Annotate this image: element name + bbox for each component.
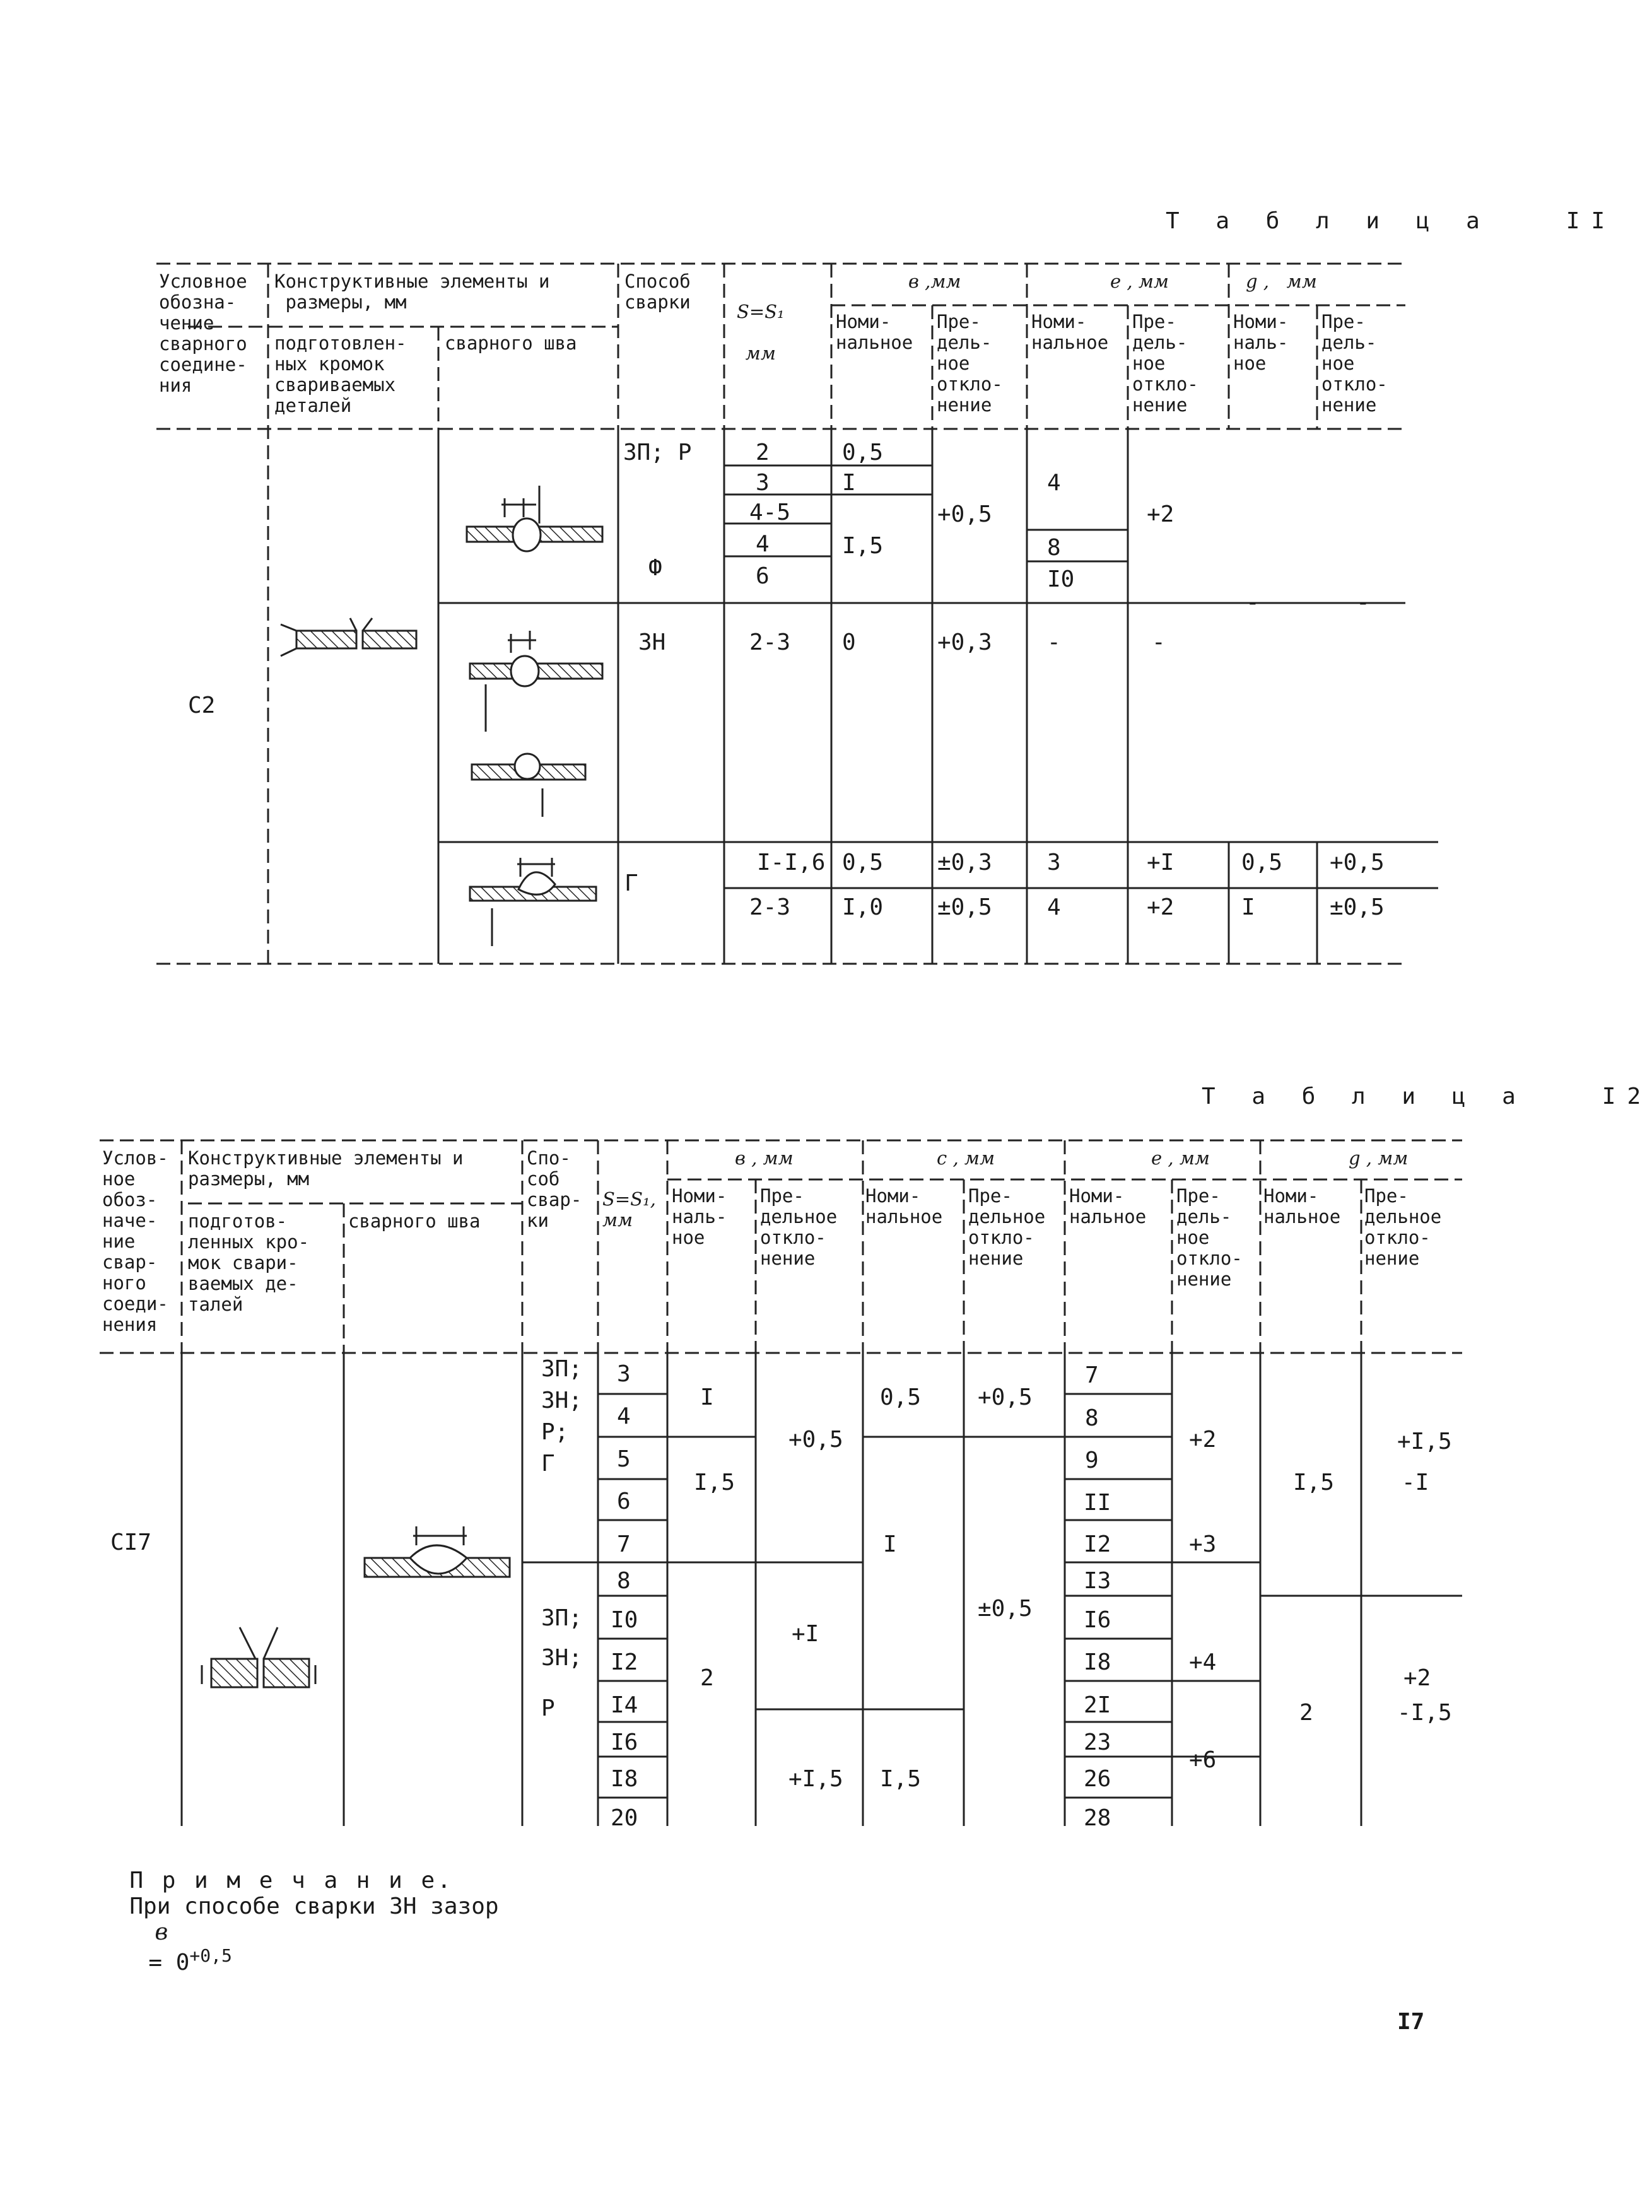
g-nominal-cell: 2 bbox=[1299, 1700, 1313, 1726]
e-deviation-cell: - bbox=[1152, 629, 1166, 655]
thickness-cell: I6 bbox=[611, 1729, 638, 1755]
header-c-deviation: Пре- дельное откло- нение bbox=[968, 1185, 1046, 1269]
thickness-cell: 20 bbox=[611, 1805, 638, 1831]
b-deviation-cell: +I,5 bbox=[788, 1766, 843, 1792]
b-nominal-cell: I,5 bbox=[842, 533, 884, 559]
header-seam: сварного шва bbox=[445, 332, 577, 354]
thickness-cell: 7 bbox=[617, 1531, 631, 1557]
header-designation: Условное обозна- чение сварного соедине- ния bbox=[159, 271, 247, 396]
thickness-cell: I4 bbox=[611, 1692, 638, 1718]
method-cell: ЗП; bbox=[541, 1605, 583, 1631]
header-method: Спо- соб свар- ки bbox=[527, 1147, 582, 1231]
b-nominal-cell: I bbox=[700, 1384, 714, 1410]
c-nominal-cell: 0,5 bbox=[880, 1384, 922, 1410]
joint-sketch-ci7 bbox=[202, 1627, 315, 1687]
g-nominal-cell: - bbox=[1246, 590, 1260, 616]
method-cell: Г bbox=[541, 1451, 555, 1477]
seam-sketch-5 bbox=[365, 1526, 510, 1577]
header-b-deviation: Пре- дель- ное откло- нение bbox=[937, 311, 1003, 416]
header-elements: Конструктивные элементы и размеры, мм bbox=[188, 1147, 464, 1190]
b-deviation-cell: +0,5 bbox=[937, 501, 992, 527]
e-nominal-cell: 8 bbox=[1085, 1405, 1099, 1431]
b-deviation-cell: +0,3 bbox=[937, 629, 992, 655]
footnote-symbol: в bbox=[155, 1919, 168, 1945]
header-edges: подготов- ленных кро- мок свари- ваемых де- талей bbox=[188, 1210, 310, 1315]
b-deviation-cell: +0,5 bbox=[788, 1427, 843, 1453]
header-g-nominal: Номи- наль- ное bbox=[1233, 311, 1289, 374]
g-nominal-cell: I,5 bbox=[1293, 1470, 1335, 1495]
thickness-cell: I2 bbox=[611, 1649, 638, 1675]
method-cell: ЗП; bbox=[541, 1356, 583, 1382]
header-b-nominal: Номи- наль- ное bbox=[672, 1185, 727, 1248]
header-designation: Услов- ное обоз- наче- ние свар- ного соеди- нения bbox=[102, 1147, 168, 1335]
b-deviation-cell: ±0,5 bbox=[937, 894, 992, 920]
header-edges: подготовлен- ных кромок свариваемых деталей bbox=[274, 332, 407, 416]
e-nominal-cell: 4 bbox=[1047, 894, 1061, 920]
thickness-cell: I8 bbox=[611, 1766, 638, 1792]
e-deviation-cell: +2 bbox=[1189, 1427, 1217, 1453]
e-nominal-cell: I6 bbox=[1084, 1607, 1111, 1633]
thickness-cell: I-I,6 bbox=[757, 850, 826, 875]
b-nominal-cell: 2 bbox=[700, 1665, 714, 1691]
method-cell: ЗН bbox=[638, 629, 666, 655]
g-deviation-cell: +2 bbox=[1403, 1665, 1431, 1691]
header-e: е , мм bbox=[1110, 271, 1169, 292]
c-nominal-cell: I bbox=[883, 1531, 897, 1557]
joint-designation: CI7 bbox=[110, 1530, 152, 1555]
joint-sketch-c2 bbox=[281, 618, 416, 656]
footnote-text: При способе сварки ЗН зазор bbox=[129, 1893, 499, 1919]
header-g: g , мм bbox=[1349, 1147, 1409, 1169]
e-nominal-cell: 28 bbox=[1084, 1805, 1111, 1831]
header-thickness: S=S₁, мм bbox=[602, 1188, 656, 1231]
g-nominal-cell: 0,5 bbox=[1241, 850, 1283, 875]
thickness-cell: 6 bbox=[756, 563, 770, 589]
footnote bbox=[102, 1842, 499, 1975]
thickness-cell: 4-5 bbox=[749, 500, 791, 525]
g-deviation-cell: -I,5 bbox=[1397, 1700, 1452, 1726]
thickness-cell: 2-3 bbox=[749, 894, 791, 920]
table-12-title: Т а б л и ц а I2 bbox=[1202, 1084, 1652, 1109]
b-deviation-cell: ±0,3 bbox=[937, 850, 992, 875]
thickness-cell: 5 bbox=[617, 1446, 631, 1472]
b-deviation-cell: +I bbox=[792, 1621, 819, 1647]
thickness-cell: 4 bbox=[617, 1403, 631, 1429]
c-deviation-cell: +0,5 bbox=[978, 1384, 1033, 1410]
header-seam: сварного шва bbox=[348, 1210, 481, 1232]
header-e: е , мм bbox=[1151, 1147, 1210, 1169]
thickness-cell: 6 bbox=[617, 1489, 631, 1514]
e-deviation-cell: +3 bbox=[1189, 1531, 1217, 1557]
e-nominal-cell: 8 bbox=[1047, 535, 1061, 561]
e-nominal-cell: 23 bbox=[1084, 1729, 1111, 1755]
c-nominal-cell: I,5 bbox=[880, 1766, 922, 1792]
joint-designation: C2 bbox=[188, 693, 216, 718]
page-number: I7 bbox=[1397, 2009, 1425, 2035]
header-c: c , мм bbox=[937, 1147, 995, 1169]
c-deviation-cell: ±0,5 bbox=[978, 1596, 1033, 1622]
method-cell: ЗП; Р bbox=[623, 440, 692, 465]
g-deviation-cell: +0,5 bbox=[1330, 850, 1385, 875]
e-nominal-cell: 26 bbox=[1084, 1766, 1111, 1792]
thickness-cell: 2-3 bbox=[749, 629, 791, 655]
header-c-nominal: Номи- нальное bbox=[865, 1185, 943, 1227]
seam-sketch-4 bbox=[470, 858, 596, 946]
header-b-nominal: Номи- нальное bbox=[836, 311, 913, 353]
b-nominal-cell: 0,5 bbox=[842, 850, 884, 875]
e-nominal-cell: I2 bbox=[1084, 1531, 1111, 1557]
header-g-deviation: Пре- дельное откло- нение bbox=[1364, 1185, 1442, 1269]
e-nominal-cell: I8 bbox=[1084, 1649, 1111, 1675]
thickness-cell: 8 bbox=[617, 1568, 631, 1594]
e-deviation-cell: +2 bbox=[1147, 501, 1175, 527]
method-cell: ЗН; bbox=[541, 1388, 583, 1413]
header-thickness: S=S₁ мм bbox=[737, 301, 785, 364]
header-method: Способ сварки bbox=[624, 271, 691, 313]
g-deviation-cell: ±0,5 bbox=[1330, 894, 1385, 920]
e-nominal-cell: 2I bbox=[1084, 1692, 1111, 1718]
header-b: в , мм bbox=[735, 1147, 794, 1169]
method-cell: Р; bbox=[541, 1419, 569, 1445]
method-cell: Г bbox=[624, 870, 638, 896]
thickness-cell: I0 bbox=[611, 1607, 638, 1633]
g-nominal-cell: I bbox=[1241, 894, 1255, 920]
e-nominal-cell: II bbox=[1084, 1490, 1111, 1516]
header-g: g , мм bbox=[1246, 271, 1317, 292]
g-deviation-cell: -I bbox=[1402, 1470, 1429, 1495]
header-elements: Конструктивные элементы и размеры, мм bbox=[274, 271, 550, 313]
e-deviation-cell: +4 bbox=[1189, 1649, 1217, 1675]
b-nominal-cell: 0 bbox=[842, 629, 856, 655]
b-nominal-cell: I,0 bbox=[842, 894, 884, 920]
footnote-superscript: +0,5 bbox=[189, 1945, 232, 1966]
e-nominal-cell: I3 bbox=[1084, 1568, 1111, 1594]
e-nominal-cell: 4 bbox=[1047, 470, 1061, 496]
e-nominal-cell: I0 bbox=[1047, 566, 1075, 592]
footnote-prefix: П р и м е ч а н и е. bbox=[129, 1868, 454, 1893]
e-deviation-cell: +I bbox=[1147, 850, 1175, 875]
header-e-deviation: Пре- дель- ное откло- нение bbox=[1176, 1185, 1243, 1290]
g-deviation-cell: +I,5 bbox=[1397, 1429, 1452, 1454]
b-nominal-cell: 0,5 bbox=[842, 440, 884, 465]
header-e-nominal: Номи- нальное bbox=[1031, 311, 1109, 353]
seam-sketch-1 bbox=[467, 486, 602, 551]
e-nominal-cell: 7 bbox=[1085, 1362, 1099, 1388]
b-nominal-cell: I,5 bbox=[694, 1470, 735, 1495]
table-11-title: Т а б л и ц а II bbox=[1166, 208, 1617, 234]
method-cell: ЗН; bbox=[541, 1645, 583, 1671]
method-cell: Р bbox=[541, 1695, 555, 1721]
g-deviation-cell: - bbox=[1356, 590, 1370, 616]
seam-sketch-2 bbox=[470, 631, 602, 732]
thickness-cell: 3 bbox=[756, 470, 770, 496]
header-g-deviation: Пре- дель- ное откло- нение bbox=[1321, 311, 1388, 416]
e-deviation-cell: +6 bbox=[1189, 1747, 1217, 1773]
thickness-cell: 4 bbox=[756, 531, 770, 557]
seam-sketch-3 bbox=[472, 754, 585, 817]
method-cell: Ф bbox=[648, 555, 662, 581]
thickness-cell: 2 bbox=[756, 440, 770, 465]
footnote-formula: = 0 bbox=[148, 1950, 190, 1975]
header-g-nominal: Номи- нальное bbox=[1263, 1185, 1341, 1227]
b-nominal-cell: I bbox=[842, 470, 856, 496]
thickness-cell: 3 bbox=[617, 1361, 631, 1387]
e-nominal-cell: 3 bbox=[1047, 850, 1061, 875]
header-b: в ,мм bbox=[908, 271, 961, 292]
header-e-nominal: Номи- нальное bbox=[1069, 1185, 1147, 1227]
header-e-deviation: Пре- дель- ное откло- нение bbox=[1132, 311, 1198, 416]
e-deviation-cell: +2 bbox=[1147, 894, 1175, 920]
header-b-deviation: Пре- дельное откло- нение bbox=[760, 1185, 838, 1269]
e-nominal-cell: - bbox=[1047, 629, 1061, 655]
e-nominal-cell: 9 bbox=[1085, 1448, 1099, 1473]
